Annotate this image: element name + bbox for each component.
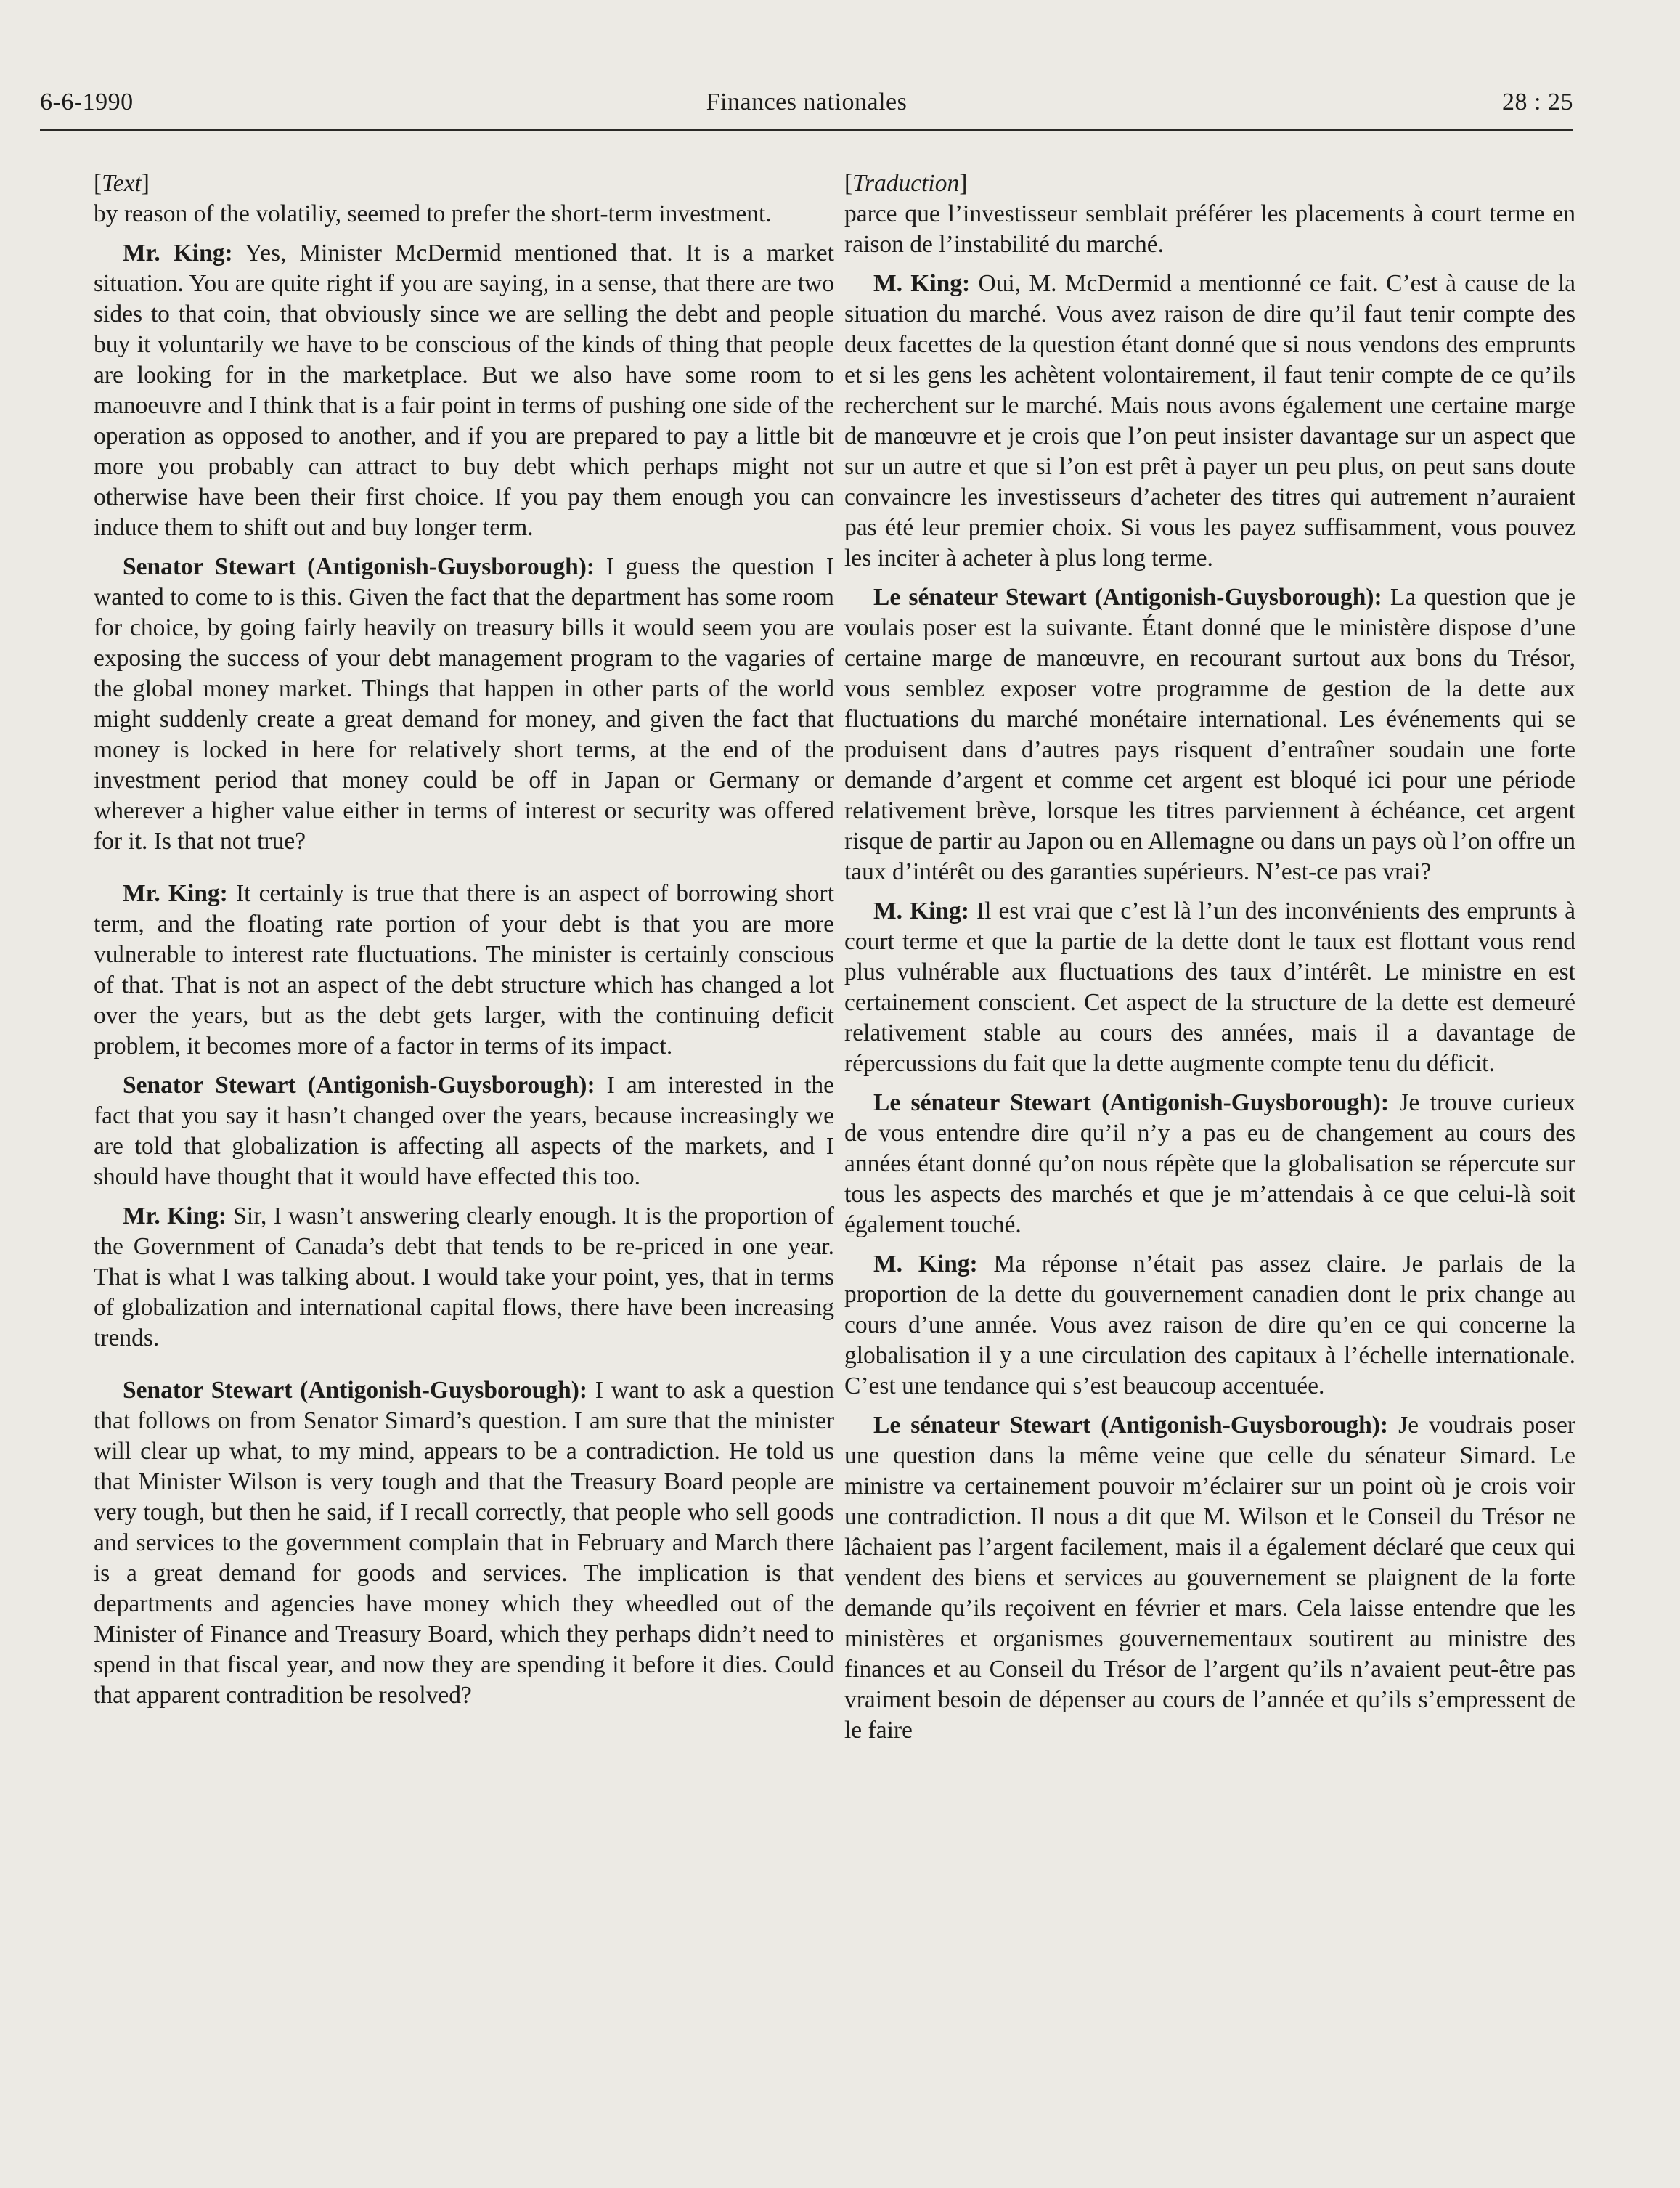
french-paragraph [844, 1249, 1575, 1402]
paragraph-text: Je trouve curieux de vous entendre dire qu’il n’y a pas eu de changement au cours des années étant donné qu’on nous répète que la globalisation se répercute sur tous les aspects des marchés et que je m’attendais à ce que celui-là soit également touché. [844, 1089, 1575, 1238]
english-column [94, 168, 834, 1720]
paragraph-text: I guess the question I wanted to come to is this. Given the fact that the department has some room for choice, by going fairly heavily on treasury bills it would seem you are exposing the success of your debt management program to the vagaries of the global money market. Things that happen in other parts of the world might suddenly create a great demand for money, and given the fact that money is locked in here for relatively short terms, at the end of the investment period that money could be off in Japan or Germany or wherever a higher value either in terms of interest or security was offered for it. Is that not true? [94, 553, 835, 855]
english-label: [Text] [94, 170, 150, 197]
speaker-name: Le sénateur Stewart (Antigonish-Guysborough): [873, 1089, 1389, 1116]
french-label-text: Traduction [852, 170, 960, 197]
paragraph-text: Je voudrais poser une question dans la même veine que celle du sénateur Simard. Le ministre va certainement pouvoir m’éclairer sur un point où je crois voir une contradiction. Il nous a dit que M. Wilson et le Conseil du Trésor ne lâchaient pas l’argent facilement, mais il a également déclaré que ceux qui vendent des biens et services au gouvernement se plaignent de la forte demande qu’ils reçoivent en février et mars. Cela laisse entendre que les ministères et organismes gouvernementaux soutirent au ministre des finances et au Conseil du Trésor de l’argent qu’ils n’avaient peut-être pas vraiment besoin de dépenser au cours de l’année et qu’ils s’empressent de le faire [844, 1412, 1575, 1744]
paragraph-text: Sir, I wasn’t answering clearly enough. It is the proportion of the Government of Canada’s debt that tends to be re-priced in one year. That is what I was talking about. I would take your point, yes, that in terms of globalization and international capital flows, there have been increasing trends. [94, 1203, 835, 1351]
french-paragraph [844, 582, 1575, 887]
speaker-name: M. King: [873, 270, 971, 297]
english-paragraph [94, 199, 834, 229]
speaker-name: Mr. King: [123, 880, 228, 907]
english-paragraph [94, 552, 834, 857]
french-label: [Traduction] [844, 170, 968, 197]
speaker-name: Senator Stewart (Antigonish-Guysborough): [123, 1377, 588, 1404]
page-header [40, 86, 1573, 131]
english-paragraph [94, 879, 834, 1062]
french-column [844, 168, 1575, 1754]
speaker-name: Mr. King: [123, 240, 233, 267]
speaker-name: Senator Stewart (Antigonish-Guysborough): [123, 1072, 595, 1099]
english-paragraph [94, 1070, 834, 1192]
speaker-name: Le sénateur Stewart (Antigonish-Guysborough): [873, 1412, 1389, 1439]
paragraph-text: Ma réponse n’était pas assez claire. Je parlais de la proportion de la dette du gouvernement canadien dont le prix change au cours d’une année. Vous avez raison de dire qu’en ce qui concerne la globalisation il y a une circulation des capitaux à l’échelle internationale. C’est une tendance qui s’est beaucoup accentuée. [844, 1250, 1575, 1399]
english-paragraph [94, 238, 834, 543]
paragraph-text: Yes, Minister McDermid mentioned that. It is a market situation. You are quite right if you are saying, in a sense, that there are two sides to that coin, that obviously since we are selling the debt and people buy it voluntarily we have to be conscious of the kinds of thing that people are looking for in the marketplace. But we also have some room to manoeuvre and I think that is a fair point in terms of pushing one side of the operation as opposed to another, and if you are prepared to pay a little bit more you probably can attract to buy debt which perhaps might not otherwise have been their first choice. If you pay them enough you can induce them to shift out and buy longer term. [94, 240, 834, 541]
english-paragraph [94, 1201, 834, 1354]
paragraph-text: Oui, M. McDermid a mentionné ce fait. C’est à cause de la situation du marché. Vous avez raison de dire qu’il faut tenir compte des deux facettes de la question étant donné que si nous vendons des emprunts et si les gens les achètent volontairement, il faut tenir compte de ce qu’ils recherchent sur le marché. Mais nous avons également une certaine marge de manœuvre et je crois que l’on peut insister davantage sur un aspect que sur un autre et que si l’on est prêt à payer un peu plus, on peut sans doute convaincre les investisseurs d’acheter des titres qui autrement n’auraient pas été leur premier choix. Si vous les payez suffisamment, vous pouvez les inciter à acheter à plus long terme. [844, 270, 1576, 572]
paragraph-text: La question que je voulais poser est la suivante. Étant donné que le ministère dispose d’une certaine marge de manœuvre, en recourant surtout aux bons du Trésor, vous semblez exposer votre programme de gestion de la dette aux fluctuations du marché monétaire international. Les événements qui se produisent dans d’autres pays risquent d’entraîner soudain une forte demande d’argent et comme cet argent est bloqué ici pour une période relativement brève, lorsque les titres parviennent à échéance, cet argent risque de partir au Japon ou en Allemagne ou dans un pays où l’on offre un taux d’intérêt ou des garanties supérieurs. N’est-ce pas vrai? [844, 584, 1575, 885]
paragraph-text: Il est vrai que c’est là l’un des inconvénients des emprunts à court terme et que la partie de la dette dont le taux est flottant vous rend plus vulnérable aux fluctuations des taux d’intérêt. Le ministre en est certainement conscient. Cet aspect de la structure de la dette est demeuré relativement stable au cours des années, mais il a davantage de répercussions du fait que la dette augmente compte tenu du déficit. [844, 898, 1575, 1077]
speaker-name: Mr. King: [123, 1203, 227, 1229]
paragraph-text: It certainly is true that there is an aspect of borrowing short term, and the floating rate portion of your debt is that you are more vulnerable to interest rate fluctuations. The minister is certainly conscious of that. That is not an aspect of the debt structure which has changed a lot over the years, but as the debt gets larger, with the continuing deficit problem, it becomes more of a factor in terms of its impact. [94, 880, 835, 1060]
speaker-name: M. King: [873, 898, 969, 924]
header-title: Finances nationales [706, 89, 908, 115]
header-page-number: 28 : 25 [1502, 89, 1573, 115]
french-paragraph [844, 1410, 1575, 1746]
paragraph-text: I want to ask a question that follows on from Senator Simard’s question. I am sure that the minister will clear up what, to my mind, appears to be a contradiction. He told us that Minister Wilson is very tough and that the Treasury Board people are very tough, but then he said, if I recall correctly, that people who sell goods and services to the government complain that in February and March there is a great demand for goods and services. The implication is that departments and agencies have money which they wheedled out of the Minister of Finance and Treasury Board, which they perhaps didn’t need to spend in that fiscal year, and now they are spending it before it dies. Could that apparent contradition be resolved? [94, 1377, 835, 1709]
french-paragraph [844, 1088, 1575, 1240]
speaker-name: M. King: [873, 1250, 978, 1277]
french-paragraph [844, 896, 1575, 1079]
english-label-text: Text [102, 170, 142, 197]
paragraph-text: I am interested in the fact that you say it hasn’t changed over the years, because increasingly we are told that globalization is affecting all aspects of the markets, and I should have thought that it would have effected this too. [94, 1072, 834, 1190]
paragraph-text: parce que l’investisseur semblait préférer les placements à court terme en raison de l’instabilité du marché. [844, 200, 1575, 258]
french-paragraph [844, 199, 1575, 260]
speaker-name: Le sénateur Stewart (Antigonish-Guysborough): [873, 584, 1382, 611]
speaker-name: Senator Stewart (Antigonish-Guysborough): [123, 553, 595, 580]
header-date: 6-6-1990 [40, 89, 134, 115]
paragraph-text: by reason of the volatiliy, seemed to prefer the short-term investment. [94, 200, 772, 227]
french-paragraph [844, 269, 1575, 574]
english-paragraph [94, 1375, 834, 1711]
